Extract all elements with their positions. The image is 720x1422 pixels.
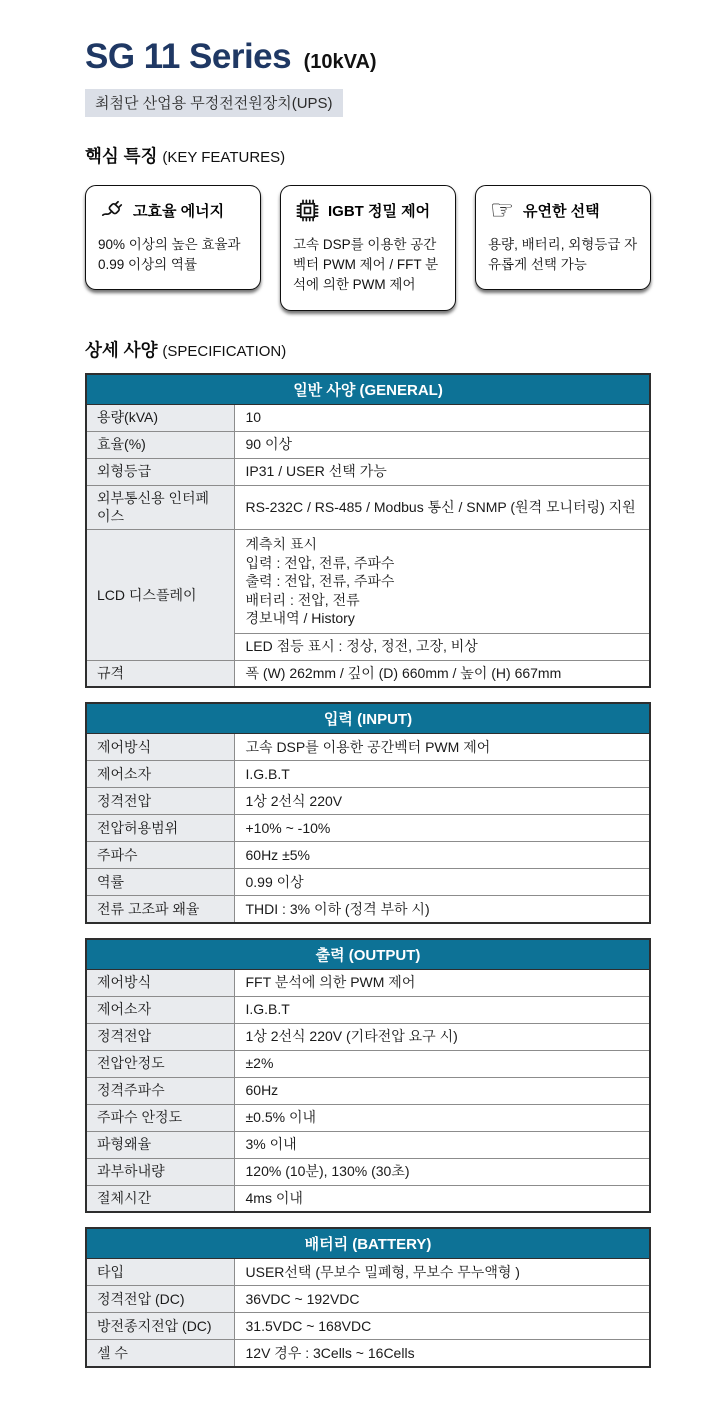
feature-card-body: 용량, 배터리, 외형등급 자유롭게 선택 가능 bbox=[488, 236, 638, 273]
table-row bbox=[86, 530, 650, 634]
table-row bbox=[86, 1340, 650, 1367]
specification-heading-en: (SPECIFICATION) bbox=[162, 342, 287, 360]
feature-card-title: 유연한 선택 bbox=[523, 203, 600, 221]
row-value: I.G.B.T bbox=[234, 996, 650, 1023]
row-value: RS-232C / RS-485 / Modbus 통신 / SNMP (원격 모니터링) 지원 bbox=[234, 485, 650, 530]
row-value: ±0.5% 이내 bbox=[234, 1104, 650, 1131]
hand-icon: ☞ bbox=[489, 195, 515, 227]
row-value: 31.5VDC ~ 168VDC bbox=[234, 1313, 650, 1340]
row-label: 제어소자 bbox=[86, 996, 234, 1023]
table-row bbox=[86, 842, 650, 869]
table-row bbox=[86, 660, 650, 687]
row-label: 파형왜율 bbox=[86, 1131, 234, 1158]
spec-table-battery bbox=[85, 1227, 651, 1368]
row-value: 12V 경우 : 3Cells ~ 16Cells bbox=[234, 1340, 650, 1367]
row-value-multiline bbox=[234, 530, 650, 634]
row-label: 정격전압 bbox=[86, 788, 234, 815]
table-row bbox=[86, 1313, 650, 1340]
row-label: LCD 디스플레이 bbox=[86, 530, 234, 661]
chip-icon bbox=[293, 197, 321, 225]
row-label: 제어방식 bbox=[86, 734, 234, 761]
specification-heading bbox=[85, 337, 651, 362]
key-features-heading-en: (KEY FEATURES) bbox=[162, 148, 286, 166]
row-value: 1상 2선식 220V bbox=[234, 788, 650, 815]
key-features-heading bbox=[85, 143, 651, 168]
table-row bbox=[86, 1131, 650, 1158]
row-value: +10% ~ -10% bbox=[234, 815, 650, 842]
row-label: 전압안정도 bbox=[86, 1050, 234, 1077]
row-value: 고속 DSP를 이용한 공간벡터 PWM 제어 bbox=[234, 734, 650, 761]
row-value: 120% (10분), 130% (30초) bbox=[234, 1158, 650, 1185]
feature-card-title: 고효율 에너지 bbox=[133, 203, 225, 221]
specification-heading-ko: 상세 사양 bbox=[85, 339, 158, 360]
table-row bbox=[86, 734, 650, 761]
row-label: 셀 수 bbox=[86, 1340, 234, 1367]
table-row bbox=[86, 1286, 650, 1313]
row-label: 절체시간 bbox=[86, 1185, 234, 1212]
row-label: 타입 bbox=[86, 1259, 234, 1286]
value-line: 배터리 : 전압, 전류 bbox=[245, 591, 360, 608]
product-capacity: (10kVA) bbox=[303, 51, 377, 73]
row-label: 방전종지전압 (DC) bbox=[86, 1313, 234, 1340]
spec-table-output bbox=[85, 938, 651, 1214]
table-row bbox=[86, 815, 650, 842]
feature-card-body: 고속 DSP를 이용한 공간 벡터 PWM 제어 / FFT 분석에 의한 PWM 제어 bbox=[293, 236, 439, 293]
feature-cards bbox=[85, 185, 651, 311]
value-line: 계측치 표시 bbox=[245, 536, 318, 553]
row-label: 정격전압 bbox=[86, 1023, 234, 1050]
row-value: 폭 (W) 262mm / 깊이 (D) 660mm / 높이 (H) 667mm bbox=[234, 660, 650, 687]
table-row bbox=[86, 404, 650, 431]
row-value: IP31 / USER 선택 가능 bbox=[234, 458, 650, 485]
value-line: 입력 : 전압, 전류, 주파수 bbox=[245, 554, 395, 571]
table-row bbox=[86, 1050, 650, 1077]
row-label: 외형등급 bbox=[86, 458, 234, 485]
table-row bbox=[86, 896, 650, 923]
row-value: USER선택 (무보수 밀폐형, 무보수 무누액형 ) bbox=[234, 1259, 650, 1286]
row-value: 36VDC ~ 192VDC bbox=[234, 1286, 650, 1313]
feature-card-header bbox=[98, 197, 248, 225]
row-label: 규격 bbox=[86, 660, 234, 687]
row-value: 60Hz ±5% bbox=[234, 842, 650, 869]
feature-card-title: IGBT 정밀 제어 bbox=[328, 203, 431, 221]
row-label: 전류 고조파 왜율 bbox=[86, 896, 234, 923]
feature-card-3 bbox=[475, 185, 651, 291]
row-label: 효율(%) bbox=[86, 431, 234, 458]
row-label: 과부하내량 bbox=[86, 1158, 234, 1185]
spec-table-general bbox=[85, 373, 651, 689]
feature-card-body: 90% 이상의 높은 효율과 0.99 이상의 역률 bbox=[98, 236, 241, 273]
row-value: 1상 2선식 220V (기타전압 요구 시) bbox=[234, 1023, 650, 1050]
key-features-heading-ko: 핵심 특징 bbox=[85, 145, 158, 166]
table-row bbox=[86, 1158, 650, 1185]
feature-card-header bbox=[293, 197, 443, 225]
table-row bbox=[86, 1104, 650, 1131]
value-line: 출력 : 전압, 전류, 주파수 bbox=[245, 573, 395, 590]
product-series-title: SG 11 Series bbox=[85, 37, 292, 76]
feature-card-1 bbox=[85, 185, 261, 291]
spec-tables bbox=[85, 373, 651, 1368]
row-value: ±2% bbox=[234, 1050, 650, 1077]
product-subtitle-badge: 최첨단 산업용 무정전전원장치(UPS) bbox=[85, 89, 343, 117]
table-title-output: 출력 (OUTPUT) bbox=[86, 939, 650, 970]
row-label: 정격주파수 bbox=[86, 1077, 234, 1104]
row-value: THDI : 3% 이하 (정격 부하 시) bbox=[234, 896, 650, 923]
spec-table-input bbox=[85, 702, 651, 924]
table-row bbox=[86, 1077, 650, 1104]
row-label: 역률 bbox=[86, 869, 234, 896]
table-title-general: 일반 사양 (GENERAL) bbox=[86, 374, 650, 405]
table-row bbox=[86, 485, 650, 530]
table-row bbox=[86, 458, 650, 485]
table-row bbox=[86, 1185, 650, 1212]
row-label: 외부통신용 인터페이스 bbox=[86, 485, 234, 530]
row-value: LED 점등 표시 : 정상, 정전, 고장, 비상 bbox=[234, 633, 650, 660]
table-title-input: 입력 (INPUT) bbox=[86, 703, 650, 734]
table-title-battery: 배터리 (BATTERY) bbox=[86, 1228, 650, 1259]
row-label: 주파수 안정도 bbox=[86, 1104, 234, 1131]
table-row bbox=[86, 788, 650, 815]
page-title bbox=[85, 38, 651, 76]
feature-card-2 bbox=[280, 185, 456, 311]
row-label: 제어소자 bbox=[86, 761, 234, 788]
value-line: 경보내역 / History bbox=[245, 610, 355, 627]
table-row bbox=[86, 761, 650, 788]
row-value: 10 bbox=[234, 404, 650, 431]
table-row bbox=[86, 431, 650, 458]
table-row bbox=[86, 1259, 650, 1286]
table-row bbox=[86, 969, 650, 996]
row-value: 60Hz bbox=[234, 1077, 650, 1104]
table-row bbox=[86, 869, 650, 896]
row-label: 전압허용범위 bbox=[86, 815, 234, 842]
row-value: 90 이상 bbox=[234, 431, 650, 458]
row-label: 정격전압 (DC) bbox=[86, 1286, 234, 1313]
row-label: 주파수 bbox=[86, 842, 234, 869]
plug-icon bbox=[98, 197, 126, 225]
table-row bbox=[86, 1023, 650, 1050]
row-value: 4ms 이내 bbox=[234, 1185, 650, 1212]
row-value: I.G.B.T bbox=[234, 761, 650, 788]
row-value: 0.99 이상 bbox=[234, 869, 650, 896]
table-row bbox=[86, 996, 650, 1023]
row-label: 제어방식 bbox=[86, 969, 234, 996]
row-value: 3% 이내 bbox=[234, 1131, 650, 1158]
row-label: 용량(kVA) bbox=[86, 404, 234, 431]
feature-card-header bbox=[488, 197, 638, 225]
row-value: FFT 분석에 의한 PWM 제어 bbox=[234, 969, 650, 996]
